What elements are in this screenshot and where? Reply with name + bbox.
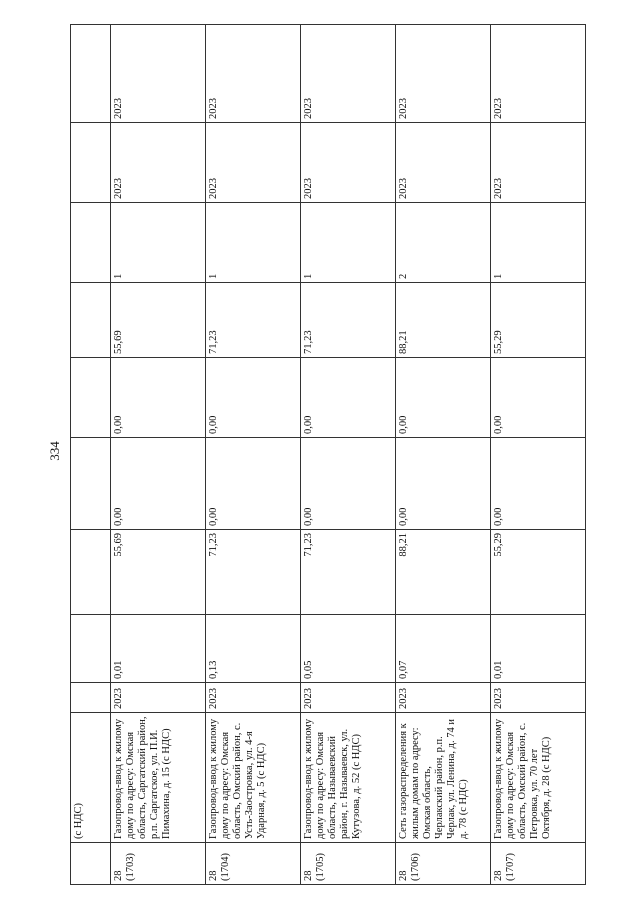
- cell-value: 0,00: [491, 358, 586, 438]
- cell-value: 0,00: [111, 358, 206, 438]
- cell-count: 2: [396, 203, 491, 283]
- cell-length: 0,01: [111, 615, 206, 683]
- cell-count: 1: [206, 203, 301, 283]
- rotated-table-wrapper: [70, 25, 585, 885]
- cell-cost-total: 55,69: [111, 530, 206, 615]
- cell-value: 0,00: [111, 438, 206, 530]
- cell-object-name: Газопровод-ввод к жилому дому по адресу: Омская область, Омский район, с. Усть-Заостровка, ул. 4-я Ударная, д. 5 (с НДС): [206, 713, 301, 843]
- cell-value: 0,00: [396, 438, 491, 530]
- cell-object-id: 28 (1704): [206, 843, 301, 885]
- cell-year-end: 2023: [111, 25, 206, 123]
- cell-value: 0,00: [301, 358, 396, 438]
- header-cell: [71, 123, 111, 203]
- cell-object-id: 28 (1707): [491, 843, 586, 885]
- cell-value: 88,21: [396, 283, 491, 358]
- cell-year-start: 2023: [301, 123, 396, 203]
- table-row: [396, 25, 491, 885]
- cell-count: 1: [491, 203, 586, 283]
- table-row: [206, 25, 301, 885]
- cell-length: 0,05: [301, 615, 396, 683]
- cell-year-start: 2023: [491, 123, 586, 203]
- data-table: [70, 24, 586, 885]
- header-cell: [71, 283, 111, 358]
- cell-value: 71,23: [206, 283, 301, 358]
- header-cell: [71, 438, 111, 530]
- header-cell: [71, 530, 111, 615]
- cell-value: 0,00: [206, 438, 301, 530]
- cell-year: 2023: [396, 683, 491, 713]
- cell-year-start: 2023: [206, 123, 301, 203]
- cell-year: 2023: [301, 683, 396, 713]
- table-row: [111, 25, 206, 885]
- cell-value: 0,00: [396, 358, 491, 438]
- cell-year-end: 2023: [301, 25, 396, 123]
- cell-cost-total: 71,23: [206, 530, 301, 615]
- cell-object-name: Газопровод-ввод к жилому дому по адресу: Омская область, Омский район, с. Петровка, ул. 70 лет Октября, д. 28 (с НДС): [491, 713, 586, 843]
- header-cell-id: [71, 843, 111, 885]
- page-number: 334: [47, 441, 62, 461]
- cell-year: 2023: [111, 683, 206, 713]
- cell-value: 0,00: [301, 438, 396, 530]
- cell-object-name: Газопровод-ввод к жилому дому по адресу: Омская область, Саргатский район, р.п. Саргатское, ул. П.И. Пимахина, д. 15 (с НДС): [111, 713, 206, 843]
- cell-cost-total: 88,21: [396, 530, 491, 615]
- cell-year-end: 2023: [396, 25, 491, 123]
- cell-count: 1: [111, 203, 206, 283]
- header-cell: [71, 683, 111, 713]
- cell-value: 0,00: [491, 438, 586, 530]
- header-cell: [71, 615, 111, 683]
- cell-year: 2023: [491, 683, 586, 713]
- cell-year-start: 2023: [396, 123, 491, 203]
- cell-value: 55,29: [491, 283, 586, 358]
- cell-object-id: 28 (1703): [111, 843, 206, 885]
- header-cell: [71, 25, 111, 123]
- cell-cost-total: 71,23: [301, 530, 396, 615]
- cell-count: 1: [301, 203, 396, 283]
- cell-length: 0,13: [206, 615, 301, 683]
- cell-length: 0,07: [396, 615, 491, 683]
- header-cell-name: (с НДС): [71, 713, 111, 843]
- header-cell: [71, 203, 111, 283]
- cell-value: 0,00: [206, 358, 301, 438]
- cell-object-id: 28 (1705): [301, 843, 396, 885]
- cell-value: 55,69: [111, 283, 206, 358]
- cell-value: 71,23: [301, 283, 396, 358]
- cell-year-end: 2023: [206, 25, 301, 123]
- cell-length: 0,01: [491, 615, 586, 683]
- table-row: [301, 25, 396, 885]
- cell-object-name: Сеть газораспределения к жилым домам по адресу: Омская область, Черлакский район, р.п. Черлак, ул. Ленина, д. 74 и д. 78 (с НДС): [396, 713, 491, 843]
- cell-year-start: 2023: [111, 123, 206, 203]
- cell-year-end: 2023: [491, 25, 586, 123]
- cell-object-id: 28 (1706): [396, 843, 491, 885]
- table-header-row: [71, 25, 111, 885]
- table-row: [491, 25, 586, 885]
- header-cell: [71, 358, 111, 438]
- cell-object-name: Газопровод-ввод к жилому дому по адресу: Омская область, Называевский район, г. Называевск, ул. Кутузова, д. 52 (с НДС): [301, 713, 396, 843]
- cell-year: 2023: [206, 683, 301, 713]
- cell-cost-total: 55,29: [491, 530, 586, 615]
